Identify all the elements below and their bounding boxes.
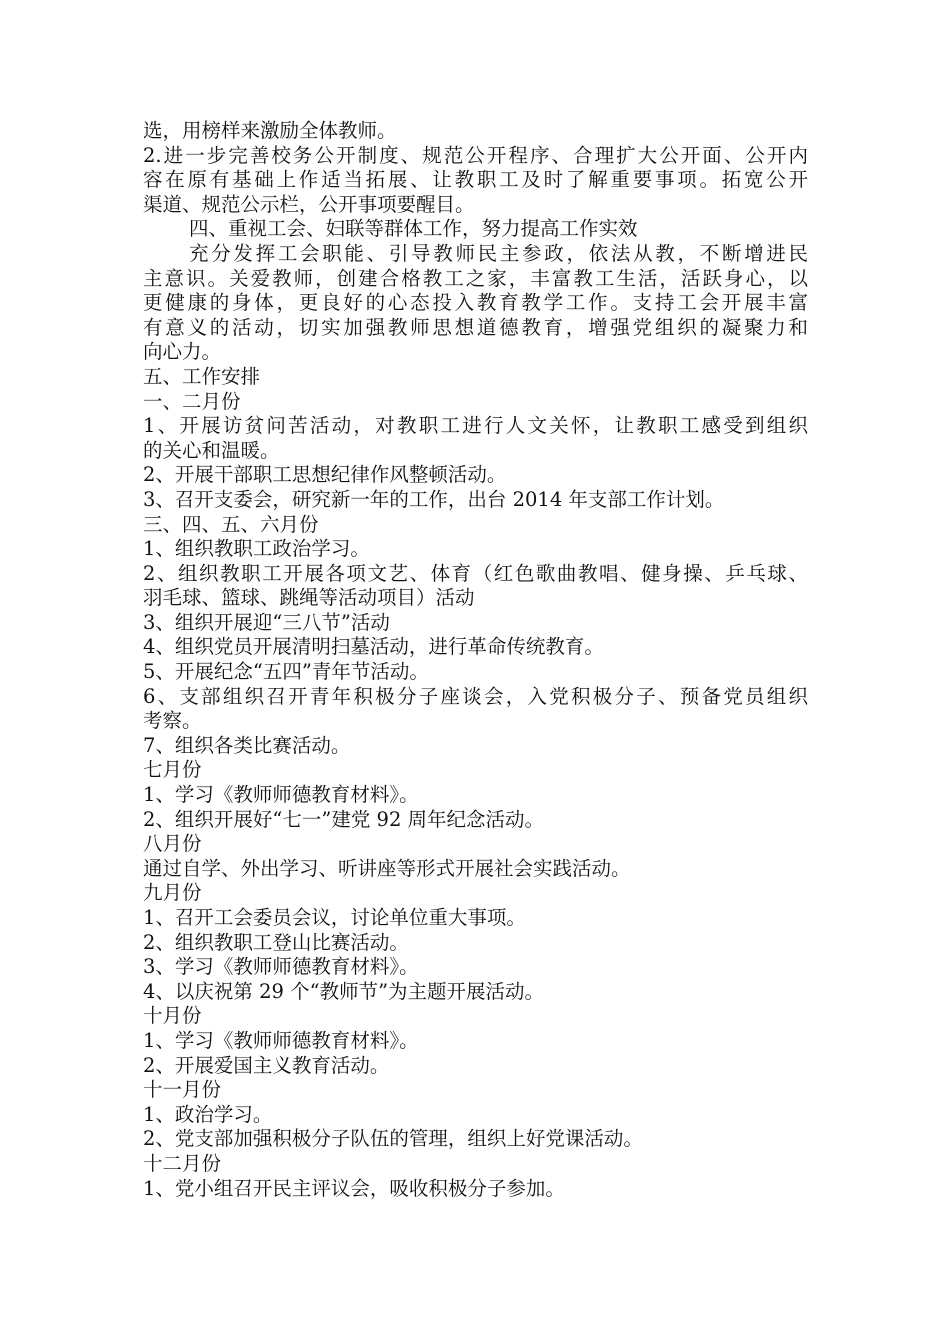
text-line: 6、支部组织召开青年积极分子座谈会，入党积极分子、预备党员组织 — [143, 684, 808, 708]
text-line: 容在原有基础上作适当拓展、让教职工及时了解重要事项。拓宽公开 — [143, 168, 808, 192]
month-heading: 一、二月份 — [143, 389, 241, 413]
month-heading: 九月份 — [143, 881, 202, 905]
text-line: 更健康的身体，更良好的心态投入教育教学工作。支持工会开展丰富 — [143, 291, 808, 315]
text-line: 1、召开工会委员会议，讨论单位重大事项。 — [143, 906, 526, 929]
text-line: 主意识。关爱教师，创建合格教工之家，丰富教工生活，活跃身心，以 — [143, 266, 808, 290]
text-line: 2、开展干部职工思想纪律作风整顿活动。 — [143, 463, 507, 487]
text-line: 4、以庆祝第 29 个“教师节”为主题开展活动。 — [143, 979, 545, 1003]
text-line: 的关心和温暖。 — [143, 438, 280, 462]
text-line: 1、政治学习。 — [143, 1102, 273, 1126]
text-line: 1、开展访贫问苦活动，对教职工进行人文关怀，让教职工感受到组织 — [143, 414, 808, 438]
text-line: 充分发挥工会职能、引导教师民主参政，依法从教，不断增进民 — [189, 241, 808, 265]
text-line: 3、召开支委会，研究新一年的工作，出台 2014 年支部工作计划。 — [143, 487, 725, 511]
text-line: 2、党支部加强积极分子队伍的管理，组织上好党课活动。 — [143, 1127, 643, 1151]
text-line: 2、组织教职工登山比赛活动。 — [143, 930, 409, 954]
text-line: 有意义的活动，切实加强教师思想道德教育，增强党组织的凝聚力和 — [143, 315, 808, 339]
text-line: 通过自学、外出学习、听讲座等形式开展社会实践活动。 — [143, 856, 631, 880]
text-line: 向心力。 — [143, 340, 222, 364]
text-line: 3、组织开展迎“三八节”活动 — [143, 610, 390, 634]
month-heading: 八月份 — [143, 832, 202, 856]
text-line: 渠道、规范公示栏，公开事项要醒目。 — [143, 192, 475, 216]
month-heading: 十月份 — [143, 1004, 202, 1028]
month-heading: 三、四、五、六月份 — [143, 512, 319, 536]
text-line: 4、组织党员开展清明扫墓活动，进行革命传统教育。 — [143, 635, 604, 659]
month-heading: 七月份 — [143, 758, 202, 782]
text-line: 1、党小组召开民主评议会，吸收积极分子参加。 — [143, 1176, 565, 1200]
text-line: 7、组织各类比赛活动。 — [143, 733, 351, 757]
section-heading: 四、重视工会、妇联等群体工作，努力提高工作实效 — [189, 217, 638, 241]
text-line: 2、开展爱国主义教育活动。 — [143, 1053, 390, 1077]
text-line: 1、学习《教师师德教育材料》。 — [143, 1028, 419, 1052]
section-heading: 五、工作安排 — [143, 364, 261, 388]
month-heading: 十一月份 — [143, 1078, 222, 1102]
document-body — [143, 119, 813, 1201]
text-line: 选，用榜样来激励全体教师。 — [143, 119, 397, 142]
text-line: 2、组织教职工开展各项文艺、体育（红色歌曲教唱、健身操、乒乓球、 — [143, 561, 808, 585]
text-line: 2.进一步完善校务公开制度、规范公开程序、合理扩大公开面、公开内 — [143, 143, 808, 167]
month-heading: 十二月份 — [143, 1151, 222, 1175]
text-line: 3、学习《教师师德教育材料》。 — [143, 955, 419, 979]
text-line: 考察。 — [143, 709, 202, 733]
text-line: 羽毛球、篮球、跳绳等活动项目）活动 — [143, 586, 475, 610]
text-line: 5、开展纪念“五四”青年节活动。 — [143, 660, 429, 684]
text-line: 1、组织教职工政治学习。 — [143, 537, 370, 561]
text-line: 1、学习《教师师德教育材料》。 — [143, 783, 419, 807]
text-line: 2、组织开展好“七一”建党 92 周年纪念活动。 — [143, 807, 545, 831]
